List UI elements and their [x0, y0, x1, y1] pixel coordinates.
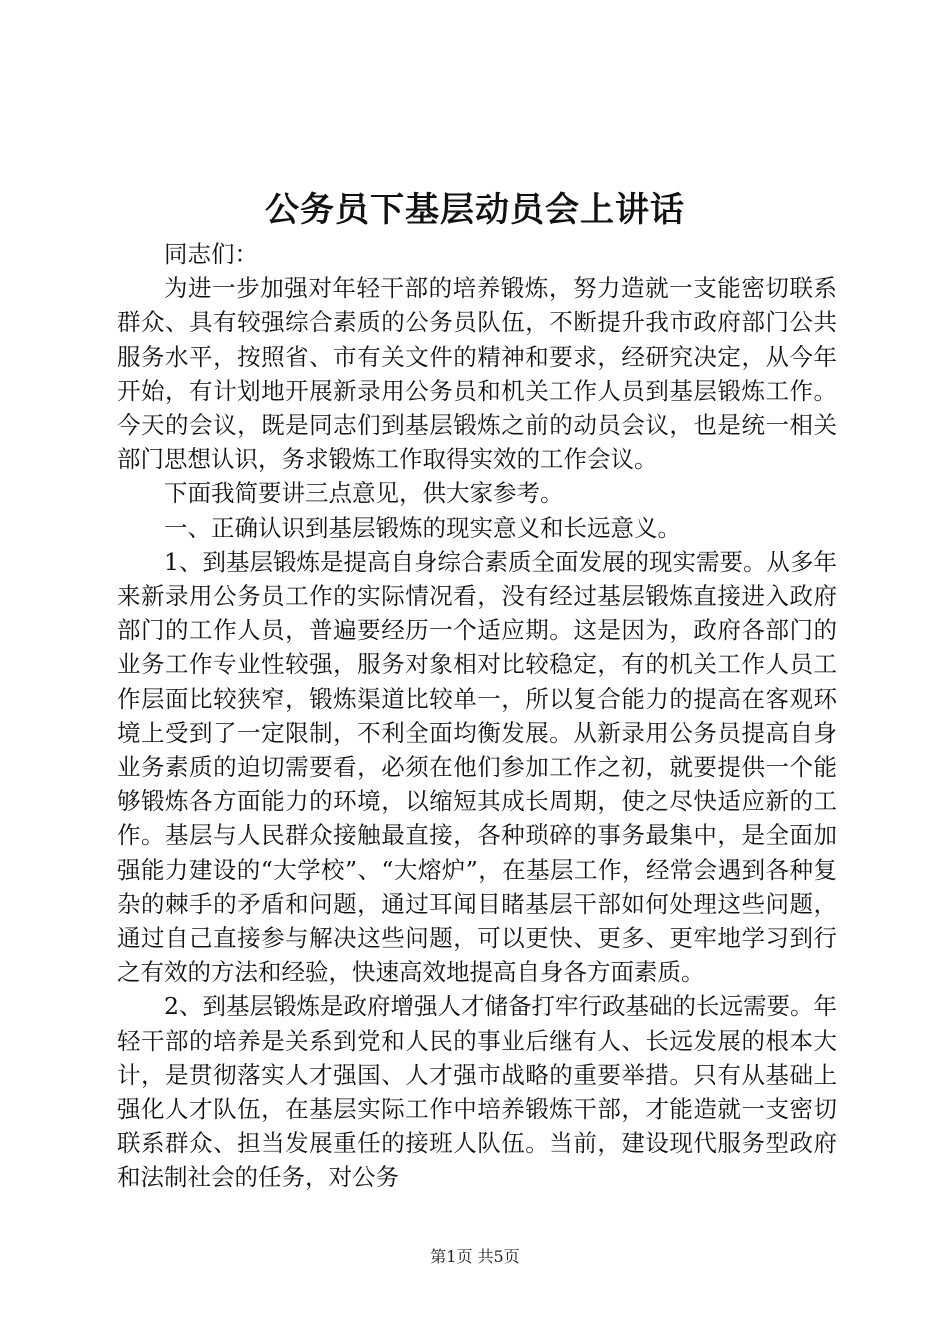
document-body: [117, 237, 837, 1195]
paragraph: 1、到基层锻炼是提高自身综合素质全面发展的现实需要。从多年来新录用公务员工作的实际情况看，没有经过基层锻炼直接进入政府部门的工作人员，普遍要经历一个适应期。这是因为，政府各部门的业务工作专业性较强，服务对象相对比较稳定，有的机关工作人员工作层面比较狭窄，锻炼渠道比较单一，所以复合能力的提高在客观环境上受到了一定限制，不利全面均衡发展。从新录用公务员提高自身业务素质的迫切需要看，必须在他们参加工作之初，就要提供一个能够锻炼各方面能力的环境，以缩短其成长周期，使之尽快适应新的工作。基层与人民群众接触最直接，各种琐碎的事务最集中，是全面加强能力建设的“大学校”、“大熔炉”，在基层工作，经常会遇到各种复杂的棘手的矛盾和问题，通过耳闻目睹基层干部如何处理这些问题，通过自己直接参与解决这些问题，可以更快、更多、更牢地学习到行之有效的方法和经验，快速高效地提高自身各方面素质。: [117, 547, 837, 987]
page-footer: 第1页 共5页: [430, 1247, 520, 1266]
paragraph: 为进一步加强对年轻干部的培养锻炼，努力造就一支能密切联系群众、具有较强综合素质的公务员队伍，不断提升我市政府部门公共服务水平，按照省、市有关文件的精神和要求，经研究决定，从今年开始，有计划地开展新录用公务员和机关工作人员到基层锻炼工作。今天的会议，既是同志们到基层锻炼之前的动员会议，也是统一相关部门思想认识，务求锻炼工作取得实效的工作会议。: [117, 274, 837, 474]
paragraph: 下面我简要讲三点意见，供大家参考。: [164, 479, 564, 508]
paragraph: 2、到基层锻炼是政府增强人才储备打牢行政基础的长远需要。年轻干部的培养是关系到党和人民的事业后继有人、长远发展的根本大计，是贯彻落实人才强国、人才强市战略的重要举措。只有从基础上强化人才队伍，在基层实际工作中培养锻炼干部，才能造就一支密切联系群众、担当发展重任的接班人队伍。当前，建设现代服务型政府和法制社会的任务，对公务: [117, 992, 837, 1192]
section-heading: 一、正确认识到基层锻炼的现实意义和长远意义。: [164, 513, 681, 542]
document-title: 公务员下基层动员会上讲话: [265, 190, 685, 230]
salutation: 同志们：: [164, 240, 258, 268]
